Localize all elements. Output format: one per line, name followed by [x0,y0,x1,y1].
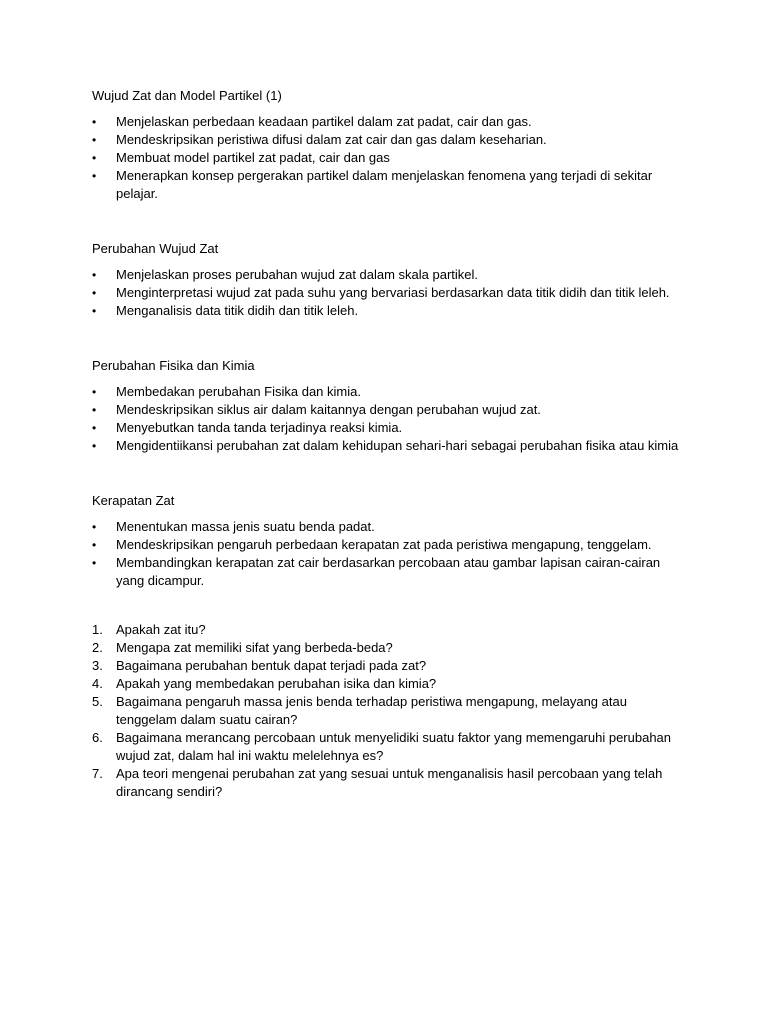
section-heading: Kerapatan Zat [92,493,175,508]
question-text: Apakah zat itu? [116,622,206,637]
bullet-icon: • [92,133,97,147]
list-item-text: Mendeskripsikan siklus air dalam kaitannya dengan perubahan wujud zat. [116,402,541,417]
list-item-text: Menginterpretasi wujud zat pada suhu yang bervariasi berdasarkan data titik didih dan titik leleh. [116,285,670,300]
bullet-icon: • [92,304,97,318]
question-number: 5. [92,694,103,709]
question-item [92,729,682,765]
section-perubahan-fisika-kimia [92,357,682,455]
question-item [92,621,682,639]
question-text: Apakah yang membedakan perubahan isika dan kimia? [116,676,437,691]
bullet-list [92,383,682,455]
bullet-icon: • [92,151,97,165]
section-heading: Perubahan Fisika dan Kimia [92,358,255,373]
bullet-icon: • [92,268,97,282]
question-number: 3. [92,658,103,673]
question-list [92,621,682,801]
question-number: 4. [92,676,103,691]
section-heading: Wujud Zat dan Model Partikel (1) [92,88,282,103]
list-item [92,149,682,167]
bullet-icon: • [92,403,97,417]
list-item [92,419,682,437]
list-item [92,536,682,554]
bullet-icon: • [92,520,97,534]
question-item [92,657,682,675]
list-item-text: Menentukan massa jenis suatu benda padat. [116,519,375,534]
question-text: Bagaimana merancang percobaan untuk menyelidiki suatu faktor yang memengaruhi perubahan wujud zat, dalam hal ini waktu melelehnya es? [116,730,672,763]
question-number: 1. [92,622,103,637]
list-item [92,401,682,419]
list-item [92,266,682,284]
list-item [92,284,682,302]
question-item [92,639,682,657]
list-item [92,131,682,149]
list-item-text: Membedakan perubahan Fisika dan kimia. [116,384,361,399]
bullet-icon: • [92,385,97,399]
section-heading: Perubahan Wujud Zat [92,241,219,256]
question-item [92,765,682,801]
list-item [92,383,682,401]
list-item [92,518,682,536]
question-text: Bagaimana pengaruh massa jenis benda terhadap peristiwa mengapung, melayang atau tenggelam dalam suatu cairan? [116,694,627,727]
list-item [92,113,682,131]
bullet-icon: • [92,556,97,570]
question-item [92,675,682,693]
list-item [92,437,682,455]
bullet-icon: • [92,421,97,435]
section-kerapatan-zat [92,492,682,590]
question-text: Apa teori mengenai perubahan zat yang sesuai untuk menganalisis hasil percobaan yang telah dirancang sendiri? [116,766,663,799]
question-text: Bagaimana perubahan bentuk dapat terjadi pada zat? [116,658,427,673]
bullet-list [92,266,682,320]
list-item-text: Membuat model partikel zat padat, cair dan gas [116,150,390,165]
bullet-icon: • [92,439,97,453]
list-item-text: Mendeskripsikan pengaruh perbedaan kerapatan zat pada peristiwa mengapung, tenggelam. [116,537,652,552]
bullet-icon: • [92,115,97,129]
question-text: Mengapa zat memiliki sifat yang berbeda-beda? [116,640,393,655]
list-item-text: Menganalisis data titik didih dan titik leleh. [116,303,359,318]
bullet-list [92,113,682,203]
section-wujud-zat-model-partikel [92,87,682,203]
section-perubahan-wujud-zat [92,240,682,320]
list-item-text: Mendeskripsikan peristiwa difusi dalam zat cair dan gas dalam keseharian. [116,132,547,147]
list-item [92,167,682,203]
list-item-text: Menerapkan konsep pergerakan partikel dalam menjelaskan fenomena yang terjadi di sekitar pelajar. [116,168,653,201]
bullet-list [92,518,682,590]
list-item-text: Mengidentiikansi perubahan zat dalam kehidupan sehari-hari sebagai perubahan fisika atau kimia [116,438,679,453]
list-item [92,554,682,590]
document-body [92,87,682,801]
list-item-text: Menjelaskan proses perubahan wujud zat dalam skala partikel. [116,267,479,282]
question-item [92,693,682,729]
question-number: 2. [92,640,103,655]
question-number: 6. [92,730,103,745]
question-number: 7. [92,766,103,781]
bullet-icon: • [92,538,97,552]
bullet-icon: • [92,286,97,300]
bullet-icon: • [92,169,97,183]
list-item-text: Menyebutkan tanda tanda terjadinya reaksi kimia. [116,420,403,435]
list-item-text: Membandingkan kerapatan zat cair berdasarkan percobaan atau gambar lapisan cairan-cairan yang dicampur. [116,555,661,588]
list-item [92,302,682,320]
list-item-text: Menjelaskan perbedaan keadaan partikel dalam zat padat, cair dan gas. [116,114,532,129]
